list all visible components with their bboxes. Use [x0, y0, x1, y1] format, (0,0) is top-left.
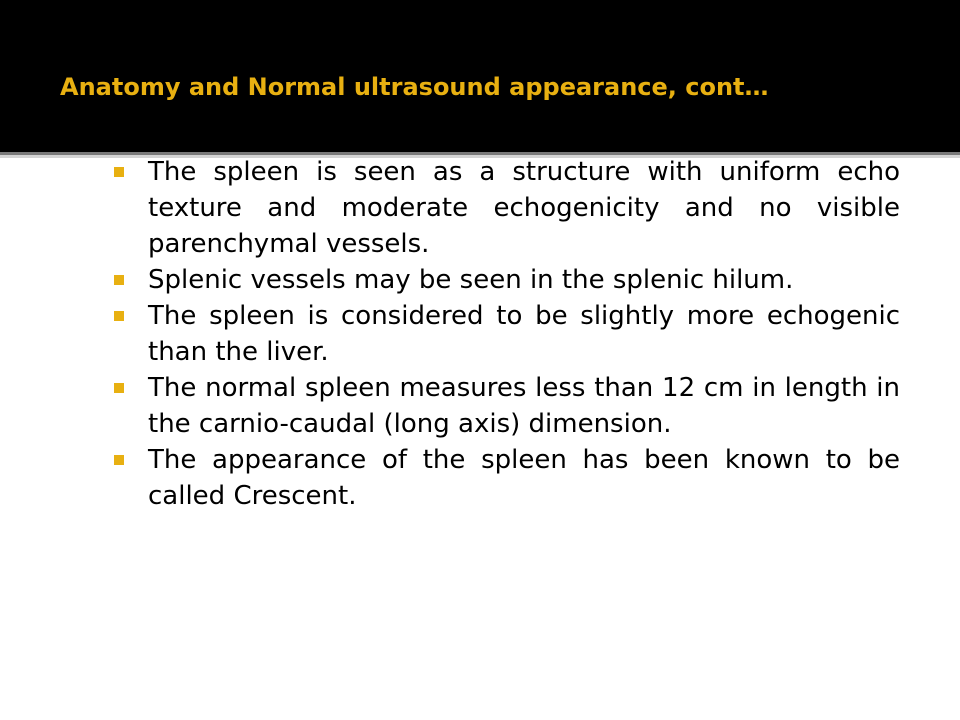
slide-title: Anatomy and Normal ultrasound appearance, cont…: [60, 73, 769, 101]
bullet-item: [110, 154, 900, 262]
title-band: [0, 0, 960, 152]
bullet-item: [110, 370, 900, 442]
bullet-text: The spleen is seen as a structure with uniform echo texture and moderate echogenicity and no visible parenchymal vessels.: [148, 157, 900, 259]
bullet-text: Splenic vessels may be seen in the splenic hilum.: [148, 265, 794, 295]
square-bullet-icon: [114, 455, 124, 465]
bullet-text: The appearance of the spleen has been known to be called Crescent.: [148, 445, 900, 511]
square-bullet-icon: [114, 275, 124, 285]
bullet-item: [110, 442, 900, 514]
square-bullet-icon: [114, 383, 124, 393]
bullet-item: [110, 298, 900, 370]
bullet-item: [110, 262, 900, 298]
square-bullet-icon: [114, 311, 124, 321]
square-bullet-icon: [114, 167, 124, 177]
bullet-text: The normal spleen measures less than 12 cm in length in the carnio-caudal (long axis) dimension.: [148, 373, 900, 439]
bullet-text: The spleen is considered to be slightly more echogenic than the liver.: [148, 301, 900, 367]
bullet-list: [110, 154, 900, 514]
